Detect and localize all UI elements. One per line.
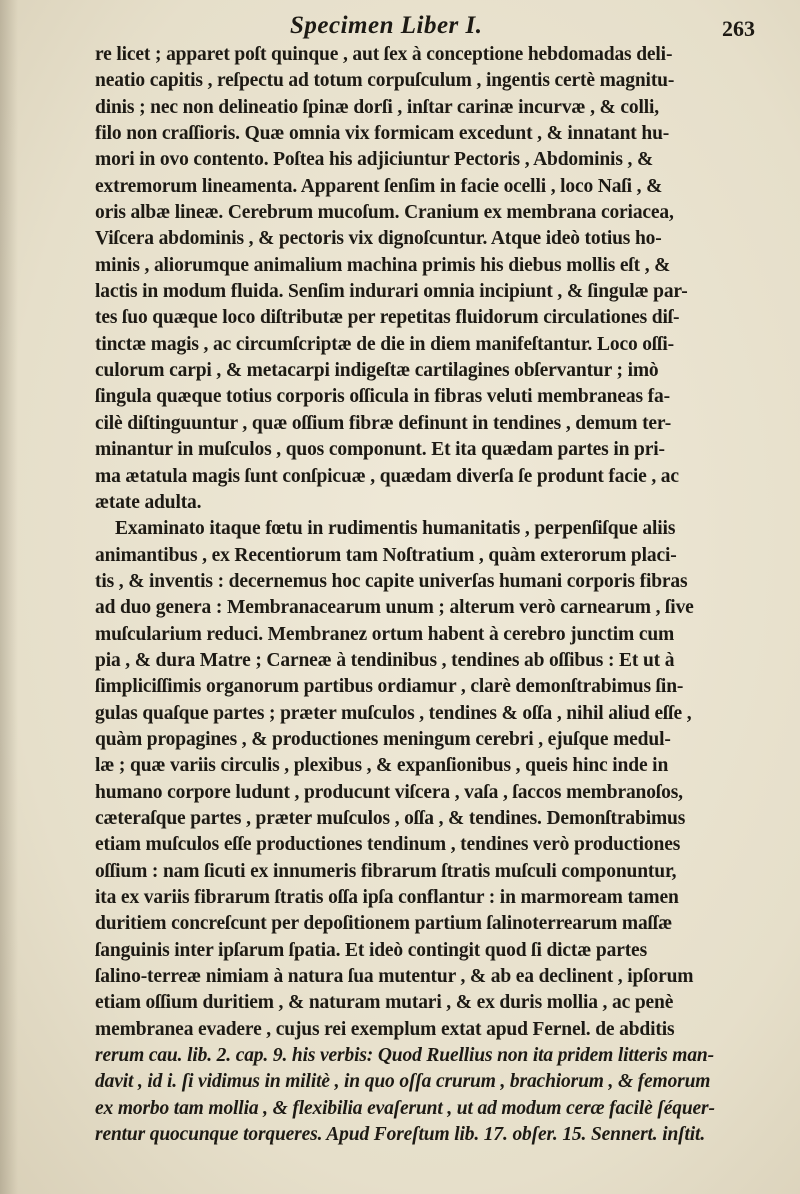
text-line: tes ſuo quæque loco diſtributæ per repetitas fluidorum circulationes diſ- [95, 307, 680, 329]
paragraph-start-line: Examinato itaque fœtu in rudimentis humanitatis , perpenſiſque aliis [115, 518, 676, 540]
text-line: humano corpore ludunt , producunt viſcera , vaſa , ſaccos membranoſos, [95, 781, 683, 803]
text-line: ætate adulta. [95, 491, 202, 513]
body-text [95, 42, 750, 1148]
text-line: etiam oſſium duritiem , & naturam mutari , & ex duris mollia , ac penè [95, 992, 674, 1014]
text-line: minis , aliorumque animalium machina primis his diebus mollis eſt , & [95, 254, 671, 276]
quotation-line: rerum cau. lib. 2. cap. 9. his verbis: Quod Ruellius non ita pridem litteris man- [95, 1045, 714, 1067]
text-line: oris albæ lineæ. Cerebrum mucoſum. Cranium ex membrana coriacea, [95, 202, 674, 224]
text-line: filo non craſſioris. Quæ omnia vix formicam excedunt , & innatant hu- [95, 123, 670, 145]
text-line: ita ex variis fibrarum ſtratis oſſa ipſa conflantur : in marmoream tamen [95, 887, 679, 908]
page-header [95, 10, 755, 44]
text-line: culorum carpi , & metacarpi indigeſtæ cartilagines obſervantur ; imò [95, 360, 659, 382]
quotation-line: ex morbo tam mollia , & flexibilia evaſerunt , ut ad modum ceræ facilè ſéquer- [95, 1097, 715, 1119]
text-line: ſalino-terreæ nimiam à natura ſua mutentur , & ab ea declinent , ipſorum [95, 966, 694, 988]
text-line: ma ætatula magis ſunt conſpicuæ , quædam diverſa ſe produnt facie , ac [95, 465, 679, 487]
text-line: oſſium : nam ſicuti ex innumeris fibrarum ſtratis muſculi componuntur, [95, 860, 677, 882]
text-line: ſanguinis inter ipſarum ſpatia. Et ideò contingit quod ſi dictæ partes [95, 939, 648, 961]
text-line: gulas quaſque partes ; præter muſculos , tendines & oſſa , nihil aliud eſſe , [95, 702, 692, 724]
text-line: etiam muſculos eſſe productiones tendinum , tendines verò productiones [95, 834, 681, 856]
quotation-line: rentur quocunque torqueres. Apud Foreſtum lib. 17. obſer. 15. Sennert. inſtit. [95, 1124, 706, 1146]
text-line: ad duo genera : Membranacearum unum ; alterum verò carnearum , ſive [95, 597, 694, 619]
text-line: tis , & inventis : decernemus hoc capite univerſas humani corporis fibras [95, 570, 688, 592]
text-line: Viſcera abdominis , & pectoris vix dignoſcuntur. Atque ideò totius ho- [95, 228, 662, 250]
text-line: membranea evadere , cujus rei exemplum extat apud Fernel. de abditis [95, 1018, 675, 1040]
quotation-line: davit , id i. ſi vidimus in militè , in quo oſſa crurum , brachiorum , & femorum [95, 1071, 711, 1093]
text-line: animantibus , ex Recentiorum tam Noſtratium , quàm exterorum placi- [95, 544, 677, 566]
text-line: duritiem concreſcunt per depoſitionem partium ſalinoterrearum maſſæ [95, 913, 673, 935]
text-line: dinis ; nec non delineatio ſpinæ dorſi , inſtar carinæ incurvæ , & colli, [95, 96, 659, 118]
text-line: muſcularium reduci. Membranez ortum habent à cerebro junctim cum [95, 623, 675, 645]
text-line: neatio capitis , reſpectu ad totum corpuſculum , ingentis certè magnitu- [95, 70, 675, 92]
text-line: ſimpliciſſimis organorum partibus ordiamur , clarè demonſtrabimus ſin- [95, 676, 684, 698]
running-head: Specimen Liber I. [290, 12, 483, 39]
text-line: tinctæ magis , ac circumſcriptæ de die in diem manifeſtantur. Loco oſſi- [95, 333, 675, 355]
text-line: minantur in muſculos , quos componunt. Et ita quædam partes in pri- [95, 439, 665, 461]
text-line: cæteraſque partes , præter muſculos , oſſa , & tendines. Demonſtrabimus [95, 807, 686, 829]
text-line: læ ; quæ variis circulis , plexibus , & expanſionibus , queis hinc inde in [95, 755, 669, 777]
text-line: re licet ; apparet poſt quinque , aut ſex à conceptione hebdomadas deli- [95, 44, 673, 65]
page-number: 263 [722, 16, 755, 41]
gutter-shadow [0, 0, 18, 1194]
text-line: mori in ovo contento. Poſtea his adjiciuntur Pectoris , Abdominis , & [95, 149, 654, 171]
text-line: extremorum lineamenta. Apparent ſenſim in facie ocelli , loco Naſi , & [95, 175, 663, 197]
text-line: cilè diſtinguuntur , quæ oſſium fibræ definunt in tendines , demum ter- [95, 412, 672, 434]
text-line: lactis in modum fluida. Senſim indurari omnia incipiunt , & ſingulæ par- [95, 281, 688, 303]
text-line: ſingula quæque totius corporis oſſicula in fibras veluti membraneas fa- [95, 386, 670, 408]
text-line: pia , & dura Matre ; Carneæ à tendinibus , tendines ab oſſibus : Et ut à [95, 649, 675, 671]
text-line: quàm propagines , & productiones meningum cerebri , ejuſque medul- [95, 728, 671, 750]
